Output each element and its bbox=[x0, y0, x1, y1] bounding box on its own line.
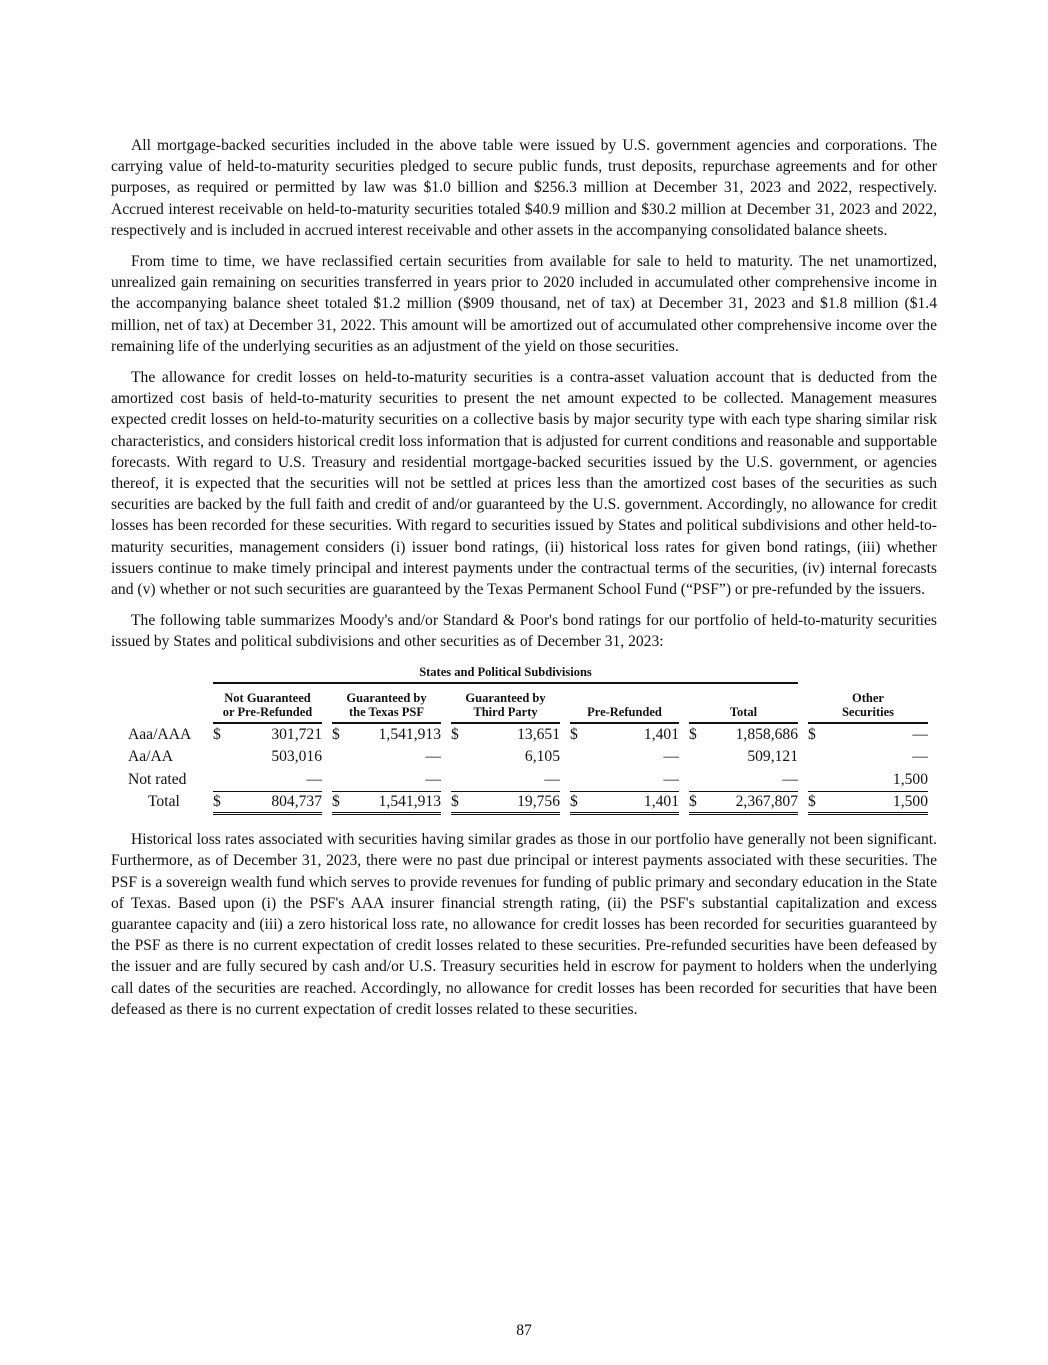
column-header bbox=[689, 684, 798, 724]
currency-symbol: $ bbox=[689, 725, 697, 743]
column-header-line1: Other bbox=[852, 690, 884, 705]
column-header-line2: Third Party bbox=[473, 704, 538, 719]
paragraph-reclassified: From time to time, we have reclassified certain securities from available for sale to held to maturity. The net unamortized, unrealized gain remaining on securities transferred in years prior to 2020 included in accumulated other comprehensive income in the accompanying balance sheet totaled $1.2 million ($909 thousand, net of tax) at December 31, 2023 and $1.8 million ($1.4 million, net of tax) at December 31, 2022. This amount will be amortized out of accumulated other comprehensive income over the remaining life of the underlying securities as an adjustment of the yield on those securities. bbox=[111, 253, 937, 355]
currency-symbol bbox=[213, 746, 227, 769]
column-header bbox=[570, 684, 679, 724]
currency-symbol bbox=[808, 769, 822, 792]
column-header-line1 bbox=[570, 691, 679, 705]
currency-symbol bbox=[451, 746, 465, 769]
super-header: States and Political Subdivisions bbox=[213, 665, 798, 684]
currency-symbol bbox=[570, 746, 584, 769]
currency-symbol: $ bbox=[451, 791, 465, 814]
currency-symbol: $ bbox=[808, 791, 822, 814]
cell-value: — bbox=[912, 725, 928, 743]
column-header bbox=[213, 684, 322, 724]
currency-symbol: $ bbox=[808, 725, 816, 743]
column-header-line1: Not Guaranteed bbox=[224, 690, 311, 705]
currency-symbol: $ bbox=[451, 725, 459, 743]
column-header bbox=[332, 684, 441, 724]
cell-value: — bbox=[663, 748, 679, 766]
column-header bbox=[808, 684, 928, 724]
currency-symbol bbox=[808, 746, 822, 769]
cell-value: 1,500 bbox=[822, 791, 928, 814]
table-row bbox=[111, 746, 928, 769]
table-row bbox=[111, 791, 928, 814]
table-row bbox=[111, 724, 928, 747]
column-header-line1: Guaranteed by bbox=[346, 690, 427, 705]
column-header-line2: Pre-Refunded bbox=[587, 704, 662, 719]
cell-value: 2,367,807 bbox=[703, 791, 798, 814]
cell-value: — bbox=[425, 770, 441, 788]
cell-value: 1,858,686 bbox=[735, 725, 798, 743]
currency-symbol bbox=[689, 769, 703, 792]
table-row bbox=[111, 769, 928, 792]
row-label: Aaa/AAA bbox=[128, 725, 192, 743]
row-label: Not rated bbox=[128, 770, 187, 788]
cell-value: 6,105 bbox=[524, 748, 560, 766]
cell-value: 1,401 bbox=[584, 791, 679, 814]
cell-value: — bbox=[663, 770, 679, 788]
currency-symbol bbox=[451, 769, 465, 792]
column-header-line2: or Pre-Refunded bbox=[222, 704, 313, 719]
column-header-line2: Securities bbox=[841, 704, 895, 719]
cell-value: — bbox=[425, 748, 441, 766]
cell-value: 503,016 bbox=[271, 748, 322, 766]
currency-symbol: $ bbox=[332, 725, 340, 743]
currency-symbol bbox=[570, 769, 584, 792]
paragraph-allowance: The allowance for credit losses on held-to-maturity securities is a contra-asset valuation account that is deducted from the amortized cost basis of held-to-maturity securities to present the net amount expected to be collected. Management measures expected credit losses on held-to-maturity securities on a collective basis by major security type with each type sharing similar risk characteristics, and considers historical credit loss information that is adjusted for current conditions and reasonable and supportable forecasts. With regard to U.S. Treasury and residential mortgage-backed securities issued by the U.S. government, or agencies thereof, it is expected that the securities will not be settled at prices less than the amortized cost bases of the securities as such securities are backed by the full faith and credit of and/or guaranteed by the U.S. government. Accordingly, no allowance for credit losses has been recorded for these securities. With regard to securities issued by States and political subdivisions and other held-to-maturity securities, management considers (i) issuer bond ratings, (ii) historical loss rates for given bond ratings, (iii) whether issuers continue to make timely principal and interest payments under the contractual terms of the securities, (iv) internal forecasts and (v) whether or not such securities are guaranteed by the Texas Permanent School Fund (“PSF”) or pre-refunded by the issuers. bbox=[111, 369, 937, 599]
page-number: 87 bbox=[516, 1322, 532, 1339]
cell-value: 1,541,913 bbox=[346, 791, 441, 814]
column-header-line2: Total bbox=[729, 704, 758, 719]
cell-value: 1,401 bbox=[643, 725, 679, 743]
document-body bbox=[111, 135, 937, 1030]
currency-symbol: $ bbox=[570, 791, 584, 814]
paragraph-table-intro: The following table summarizes Moody's and/or Standard & Poor's bond ratings for our portfolio of held-to-maturity securities issued by States and political subdivisions and other securities as of December 31, 2023: bbox=[111, 612, 937, 651]
paragraph-mortgage-backed: All mortgage-backed securities included in the above table were issued by U.S. government agencies and corporations. The carrying value of held-to-maturity securities pledged to secure public funds, trust deposits, repurchase agreements and for other purposes, as required or permitted by law was $1.0 billion and $256.3 million at December 31, 2023 and 2022, respectively. Accrued interest receivable on held-to-maturity securities totaled $40.9 million and $30.2 million at December 31, 2023 and 2022, respectively and is included in accrued interest receivable and other assets in the accompanying consolidated balance sheets. bbox=[111, 137, 937, 239]
currency-symbol bbox=[213, 769, 227, 792]
currency-symbol: $ bbox=[213, 791, 227, 814]
currency-symbol: $ bbox=[213, 725, 221, 743]
cell-value: 19,756 bbox=[465, 791, 560, 814]
column-header-line1: Guaranteed by bbox=[465, 690, 546, 705]
currency-symbol bbox=[332, 769, 346, 792]
cell-value: 804,737 bbox=[227, 791, 322, 814]
cell-value: 1,541,913 bbox=[378, 725, 441, 743]
currency-symbol: $ bbox=[689, 791, 703, 814]
cell-value: 13,651 bbox=[517, 725, 560, 743]
currency-symbol: $ bbox=[332, 791, 346, 814]
column-header-line1 bbox=[689, 691, 798, 705]
column-header bbox=[451, 684, 560, 724]
currency-symbol bbox=[332, 746, 346, 769]
cell-value: — bbox=[306, 770, 322, 788]
row-label: Aa/AA bbox=[128, 748, 174, 766]
cell-value: 1,500 bbox=[892, 770, 928, 788]
currency-symbol bbox=[689, 746, 703, 769]
cell-value: 301,721 bbox=[271, 725, 322, 743]
row-label: Total bbox=[148, 793, 180, 811]
cell-value: — bbox=[912, 748, 928, 766]
bond-ratings-table bbox=[111, 665, 928, 816]
cell-value: 509,121 bbox=[747, 748, 798, 766]
column-header-line2: the Texas PSF bbox=[348, 704, 424, 719]
cell-value: — bbox=[782, 770, 798, 788]
cell-value: — bbox=[544, 770, 560, 788]
paragraph-historical-loss: Historical loss rates associated with securities having similar grades as those in our portfolio have generally not been significant. Furthermore, as of December 31, 2023, there were no past due principal or interest payments associated with these securities. The PSF is a sovereign wealth fund which serves to provide revenues for funding of public primary and secondary education in the State of Texas. Based upon (i) the PSF's AAA insurer financial strength rating, (ii) the PSF's substantial capitalization and excess guarantee capacity and (iii) a zero historical loss rate, no allowance for credit losses has been recorded for securities guaranteed by the PSF as there is no current expectation of credit losses related to these securities. Pre-refunded securities have been defeased by the issuer and are fully secured by cash and/or U.S. Treasury securities held in escrow for payment to holders when the underlying call dates of the securities are reached. Accordingly, no allowance for credit losses has been recorded for securities that have been defeased as there is no current expectation of credit losses related to these securities. bbox=[111, 831, 937, 1018]
currency-symbol: $ bbox=[570, 725, 578, 743]
